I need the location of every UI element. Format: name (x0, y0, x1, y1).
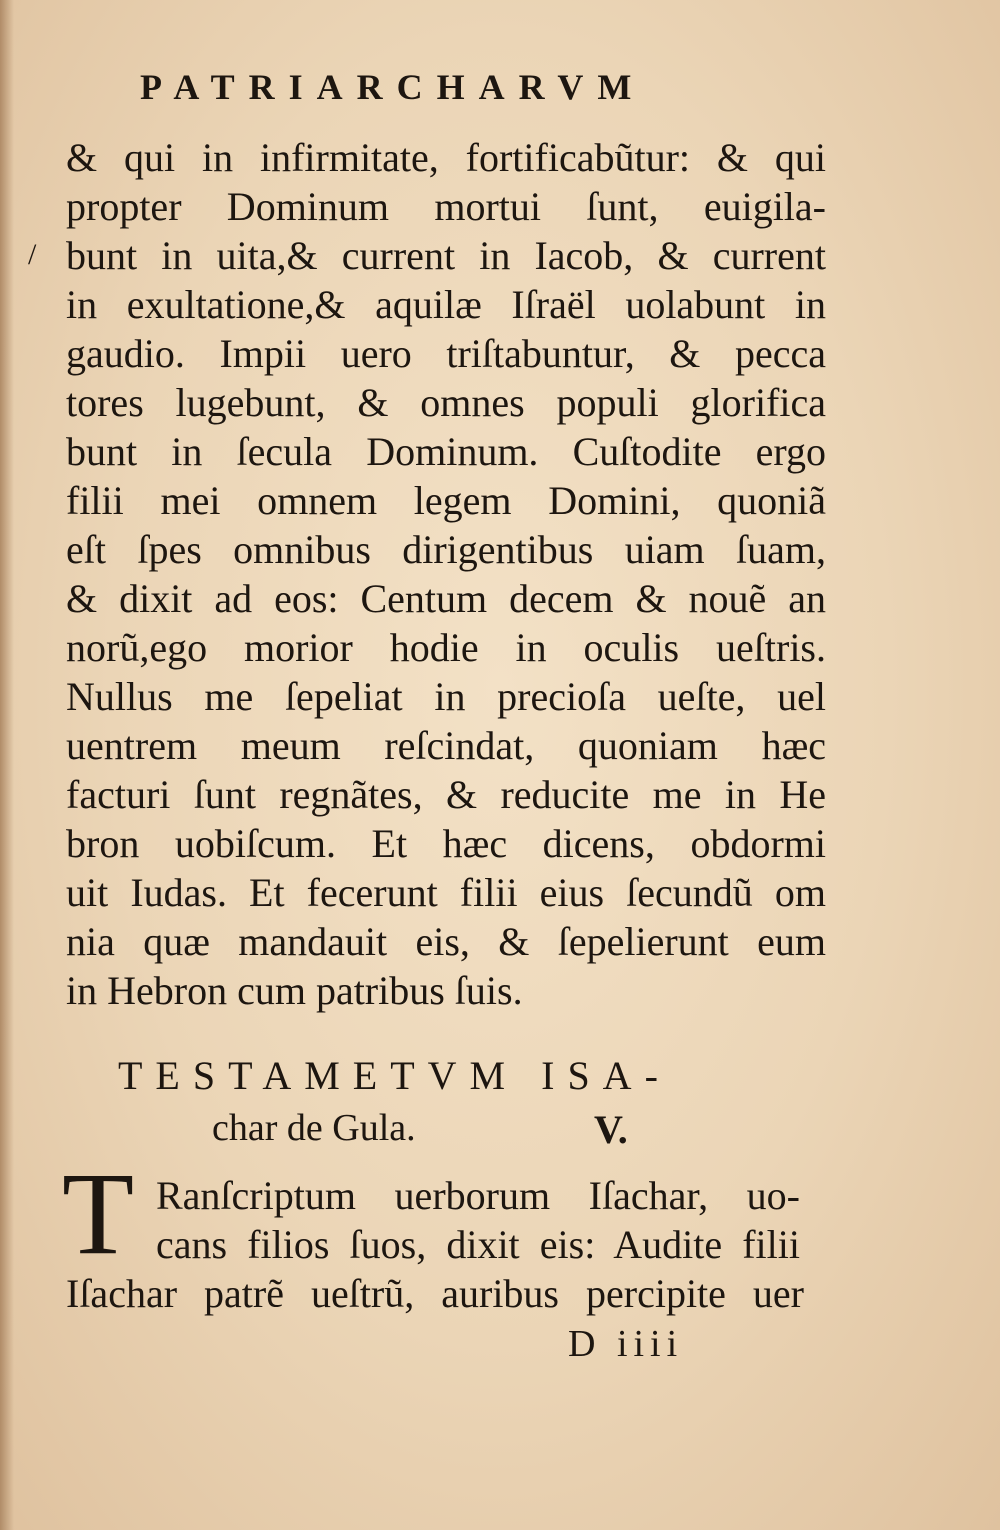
text-line: nia quæ mandauit eis, & ſepelierunt eum (66, 919, 826, 964)
text-line: eſt ſpes omnibus dirigentibus uiam ſuam, (66, 527, 826, 572)
text-line: filii mei omnem legem Domini, quoniã (66, 478, 826, 523)
drop-cap: T (62, 1148, 135, 1279)
text-line: gaudio. Impii uero triſtabuntur, & pecca (66, 331, 826, 376)
text-line: facturi ſunt regnãtes, & reducite me in He (66, 772, 826, 817)
text-line: bron uobiſcum. Et hæc dicens, obdormi (66, 821, 826, 866)
text-line: propter Dominum mortui ſunt, euigila- (66, 184, 826, 229)
margin-mark: / (28, 238, 37, 271)
text-line: bunt in ſecula Dominum. Cuſtodite ergo (66, 429, 826, 474)
section-subheading: char de Gula. (212, 1107, 416, 1149)
text-line: & dixit ad eos: Centum decem & nouẽ an (66, 576, 826, 621)
paragraph-indented (156, 1171, 800, 1269)
section-number: V. (594, 1107, 628, 1152)
signature-mark: D iiii (568, 1323, 684, 1365)
gutter-shadow (0, 0, 14, 1530)
body-text (66, 133, 826, 1015)
text-line: uentrem meum reſcindat, quoniam hæc (66, 723, 826, 768)
text-line: Nullus me ſepeliat in precioſa ueſte, uel (66, 674, 826, 719)
text-line: in Hebron cum patribus ſuis. (66, 968, 523, 1013)
text-line: uit Iudas. Et fecerunt filii eius ſecundũ om (66, 870, 826, 915)
text-line: cans filios ſuos, dixit eis: Audite filii (156, 1222, 800, 1267)
text-line: & qui in infirmitate, fortificabũtur: & qui (66, 135, 826, 180)
text-line: tores lugebunt, & omnes populi glorifica (66, 380, 826, 425)
section-heading: TESTAMETVM ISA- (118, 1053, 671, 1098)
paragraph-full (66, 1269, 804, 1318)
running-head: PATRIARCHARVM (140, 67, 646, 107)
text-line: bunt in uita,& current in Iacob, & current (66, 233, 826, 278)
text-line: Ranſcriptum uerborum Iſachar, uo- (156, 1173, 800, 1218)
text-line: Iſachar patrẽ ueſtrũ, auribus percipite uer (66, 1271, 804, 1316)
text-line: norũ,ego morior hodie in oculis ueſtris. (66, 625, 826, 670)
text-line: in exultatione,& aquilæ Iſraël uolabunt in (66, 282, 826, 327)
